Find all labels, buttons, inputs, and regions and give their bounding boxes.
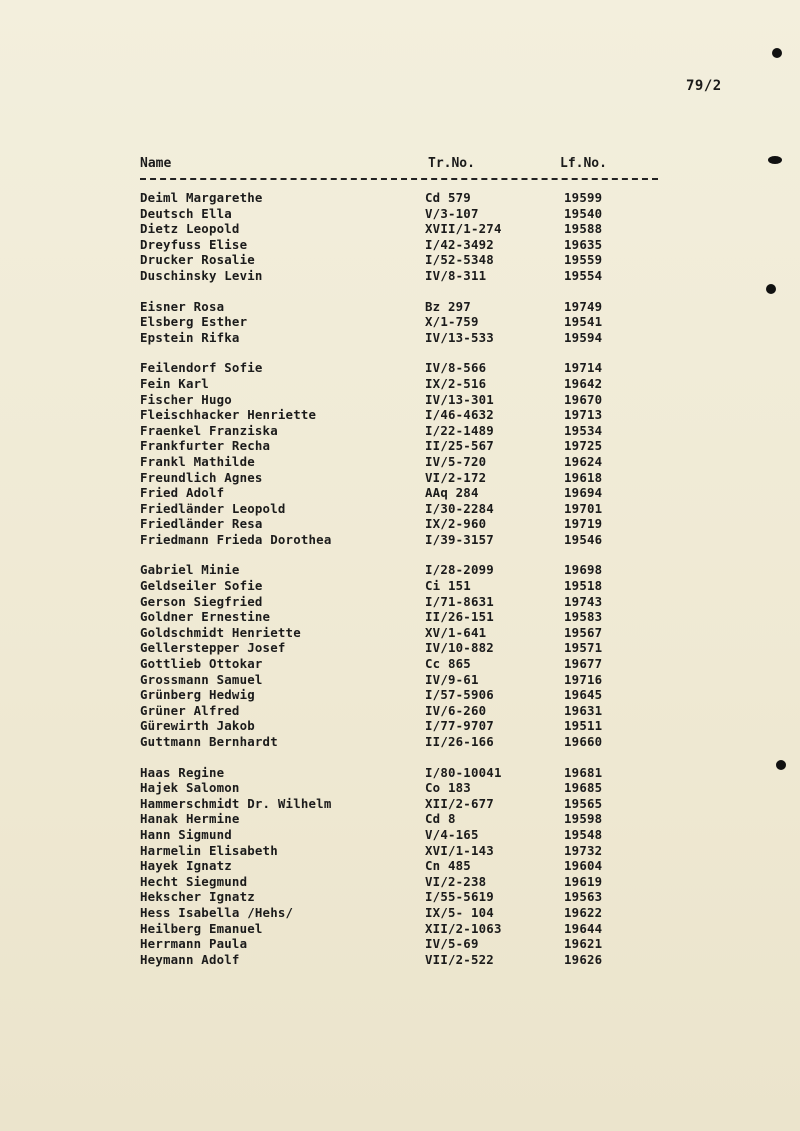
punch-hole: [776, 760, 786, 770]
lf-number: 19714: [564, 360, 603, 376]
tr-number: XII/2-677: [425, 795, 494, 811]
person-name: Elsberg Esther: [140, 314, 248, 330]
punch-hole: [772, 48, 782, 58]
tr-number: XVII/1-274: [425, 221, 502, 237]
tr-number: VI/2-238: [425, 873, 487, 889]
person-name: Geldseiler Sofie: [140, 578, 263, 594]
tr-number: XVI/1-143: [425, 842, 494, 858]
lf-number: 19685: [564, 780, 603, 796]
list-row: [140, 237, 660, 253]
lf-number: 19701: [564, 500, 603, 516]
person-name: Fraenkel Franziska: [140, 422, 278, 438]
name-group: [140, 190, 660, 284]
header-lf-no: Lf.No.: [560, 156, 607, 171]
list-row: [140, 765, 660, 781]
tr-number: I/55-5619: [425, 889, 494, 905]
lf-number: 19716: [564, 671, 603, 687]
tr-number: AAq 284: [425, 485, 479, 501]
list-row: [140, 360, 660, 376]
list-row: [140, 609, 660, 625]
person-name: Hammerschmidt Dr. Wilhelm: [140, 795, 332, 811]
tr-number: IV/5-69: [425, 936, 479, 952]
person-name: Heymann Adolf: [140, 951, 240, 967]
lf-number: 19554: [564, 267, 603, 283]
list-row: [140, 206, 660, 222]
name-group: [140, 562, 660, 749]
person-name: Fried Adolf: [140, 485, 225, 501]
lf-number: 19619: [564, 873, 603, 889]
name-list: [140, 190, 660, 982]
person-name: Fleischhacker Henriette: [140, 407, 317, 423]
list-row: [140, 796, 660, 812]
lf-number: 19604: [564, 858, 603, 874]
list-row: [140, 392, 660, 408]
list-row: [140, 578, 660, 594]
lf-number: 19645: [564, 687, 603, 703]
list-row: [140, 811, 660, 827]
lf-number: 19694: [564, 485, 603, 501]
list-row: [140, 640, 660, 656]
lf-number: 19732: [564, 842, 603, 858]
tr-number: I/46-4632: [425, 407, 494, 423]
person-name: Goldner Ernestine: [140, 609, 271, 625]
list-row: [140, 438, 660, 454]
list-row: [140, 858, 660, 874]
person-name: Freundlich Agnes: [140, 469, 263, 485]
tr-number: XII/2-1063: [425, 920, 502, 936]
lf-number: 19681: [564, 764, 603, 780]
tr-number: IV/6-260: [425, 702, 487, 718]
person-name: Goldschmidt Henriette: [140, 624, 301, 640]
list-row: [140, 703, 660, 719]
person-name: Frankfurter Recha: [140, 438, 271, 454]
list-row: [140, 221, 660, 237]
tr-number: I/57-5906: [425, 687, 494, 703]
list-row: [140, 718, 660, 734]
tr-number: Co 183: [425, 780, 471, 796]
lf-number: 19622: [564, 904, 603, 920]
list-row: [140, 330, 660, 346]
lf-number: 19631: [564, 702, 603, 718]
header-divider: [140, 178, 658, 180]
person-name: Gellerstepper Josef: [140, 640, 286, 656]
person-name: Gerson Siegfried: [140, 593, 263, 609]
list-row: [140, 889, 660, 905]
tr-number: Cd 579: [425, 190, 471, 205]
person-name: Friedmann Frieda Dorothea: [140, 531, 332, 547]
list-row: [140, 407, 660, 423]
lf-number: 19571: [564, 640, 603, 656]
tr-number: I/80-10041: [425, 764, 502, 780]
tr-number: I/42-3492: [425, 236, 494, 252]
lf-number: 19546: [564, 531, 603, 547]
tr-number: I/30-2284: [425, 500, 494, 516]
list-row: [140, 516, 660, 532]
lf-number: 19624: [564, 453, 603, 469]
person-name: Friedländer Leopold: [140, 500, 286, 516]
list-row: [140, 252, 660, 268]
person-name: Frankl Mathilde: [140, 453, 255, 469]
person-name: Deutsch Ella: [140, 205, 232, 221]
list-row: [140, 874, 660, 890]
person-name: Gürewirth Jakob: [140, 718, 255, 734]
list-row: [140, 672, 660, 688]
person-name: Haas Regine: [140, 764, 225, 780]
lf-number: 19588: [564, 221, 603, 237]
person-name: Duschinsky Levin: [140, 267, 263, 283]
page-number: 79/2: [686, 78, 722, 94]
lf-number: 19540: [564, 205, 603, 221]
lf-number: 19635: [564, 236, 603, 252]
person-name: Dietz Leopold: [140, 221, 240, 237]
person-name: Fein Karl: [140, 375, 209, 391]
tr-number: II/26-151: [425, 609, 494, 625]
lf-number: 19567: [564, 624, 603, 640]
lf-number: 19518: [564, 578, 603, 594]
person-name: Gottlieb Ottokar: [140, 656, 263, 672]
lf-number: 19563: [564, 889, 603, 905]
lf-number: 19677: [564, 656, 603, 672]
person-name: Heilberg Emanuel: [140, 920, 263, 936]
tr-number: I/22-1489: [425, 422, 494, 438]
table-header: [140, 156, 660, 176]
list-row: [140, 532, 660, 548]
person-name: Hajek Salomon: [140, 780, 240, 796]
list-row: [140, 687, 660, 703]
tr-number: IV/9-61: [425, 671, 479, 687]
lf-number: 19594: [564, 329, 603, 345]
person-name: Fischer Hugo: [140, 391, 232, 407]
person-name: Hess Isabella /Hehs/: [140, 904, 294, 920]
lf-number: 19583: [564, 609, 603, 625]
tr-number: XV/1-641: [425, 624, 487, 640]
list-row: [140, 314, 660, 330]
person-name: Grüner Alfred: [140, 702, 240, 718]
tr-number: I/71-8631: [425, 593, 494, 609]
lf-number: 19642: [564, 375, 603, 391]
list-row: [140, 423, 660, 439]
person-name: Hekscher Ignatz: [140, 889, 255, 905]
list-row: [140, 905, 660, 921]
tr-number: IV/13-533: [425, 329, 494, 345]
lf-number: 19670: [564, 391, 603, 407]
tr-number: IV/5-720: [425, 453, 487, 469]
tr-number: Cd 8: [425, 811, 456, 827]
lf-number: 19559: [564, 252, 603, 268]
list-row: [140, 268, 660, 284]
person-name: Dreyfuss Elise: [140, 236, 248, 252]
person-name: Hann Sigmund: [140, 826, 232, 842]
person-name: Gabriel Minie: [140, 562, 240, 578]
tr-number: Cn 485: [425, 858, 471, 874]
list-row: [140, 827, 660, 843]
list-row: [140, 594, 660, 610]
tr-number: IV/13-301: [425, 391, 494, 407]
lf-number: 19725: [564, 438, 603, 454]
tr-number: IX/5- 104: [425, 904, 494, 920]
person-name: Friedländer Resa: [140, 516, 263, 532]
lf-number: 19598: [564, 811, 603, 827]
list-row: [140, 299, 660, 315]
list-row: [140, 190, 660, 206]
name-group: [140, 299, 660, 346]
tr-number: II/26-166: [425, 734, 494, 749]
tr-number: VII/2-522: [425, 951, 494, 967]
punch-hole: [766, 284, 776, 294]
lf-number: 19626: [564, 951, 603, 967]
tr-number: IV/8-566: [425, 360, 487, 376]
person-name: Grünberg Hedwig: [140, 687, 255, 703]
list-row: [140, 562, 660, 578]
tr-number: IX/2-960: [425, 516, 487, 532]
person-name: Hanak Hermine: [140, 811, 240, 827]
lf-number: 19618: [564, 469, 603, 485]
list-row: [140, 734, 660, 750]
lf-number: 19749: [564, 298, 603, 314]
tr-number: I/39-3157: [425, 531, 494, 547]
tr-number: VI/2-172: [425, 469, 487, 485]
lf-number: 19719: [564, 516, 603, 532]
list-row: [140, 952, 660, 968]
lf-number: 19541: [564, 314, 603, 330]
person-name: Epstein Rifka: [140, 329, 240, 345]
header-name: Name: [140, 156, 172, 171]
list-row: [140, 625, 660, 641]
person-name: Guttmann Bernhardt: [140, 734, 278, 749]
list-row: [140, 485, 660, 501]
person-name: Hecht Siegmund: [140, 873, 248, 889]
person-name: Drucker Rosalie: [140, 252, 255, 268]
person-name: Feilendorf Sofie: [140, 360, 263, 376]
lf-number: 19713: [564, 407, 603, 423]
tr-number: X/1-759: [425, 314, 479, 330]
person-name: Eisner Rosa: [140, 298, 225, 314]
lf-number: 19565: [564, 795, 603, 811]
punch-hole: [768, 156, 782, 164]
lf-number: 19743: [564, 593, 603, 609]
person-name: Grossmann Samuel: [140, 671, 263, 687]
lf-number: 19644: [564, 920, 603, 936]
lf-number: 19660: [564, 734, 603, 749]
list-row: [140, 454, 660, 470]
tr-number: IV/10-882: [425, 640, 494, 656]
tr-number: I/28-2099: [425, 562, 494, 578]
name-group: [140, 360, 660, 547]
list-row: [140, 921, 660, 937]
person-name: Hayek Ignatz: [140, 858, 232, 874]
tr-number: Ci 151: [425, 578, 471, 594]
list-row: [140, 470, 660, 486]
tr-number: Bz 297: [425, 298, 471, 314]
list-row: [140, 656, 660, 672]
list-row: [140, 843, 660, 859]
name-group: [140, 765, 660, 968]
list-row: [140, 501, 660, 517]
tr-number: II/25-567: [425, 438, 494, 454]
tr-number: I/52-5348: [425, 252, 494, 268]
list-row: [140, 780, 660, 796]
person-name: Harmelin Elisabeth: [140, 842, 278, 858]
lf-number: 19548: [564, 826, 603, 842]
lf-number: 19534: [564, 422, 603, 438]
person-name: Deiml Margarethe: [140, 190, 263, 205]
tr-number: IV/8-311: [425, 267, 487, 283]
list-row: [140, 936, 660, 952]
lf-number: 19599: [564, 190, 603, 205]
tr-number: IX/2-516: [425, 375, 487, 391]
person-name: Herrmann Paula: [140, 936, 248, 952]
header-tr-no: Tr.No.: [428, 156, 475, 171]
lf-number: 19511: [564, 718, 603, 734]
tr-number: V/3-107: [425, 205, 479, 221]
list-row: [140, 376, 660, 392]
lf-number: 19621: [564, 936, 603, 952]
tr-number: I/77-9707: [425, 718, 494, 734]
tr-number: V/4-165: [425, 826, 479, 842]
tr-number: Cc 865: [425, 656, 471, 672]
lf-number: 19698: [564, 562, 603, 578]
